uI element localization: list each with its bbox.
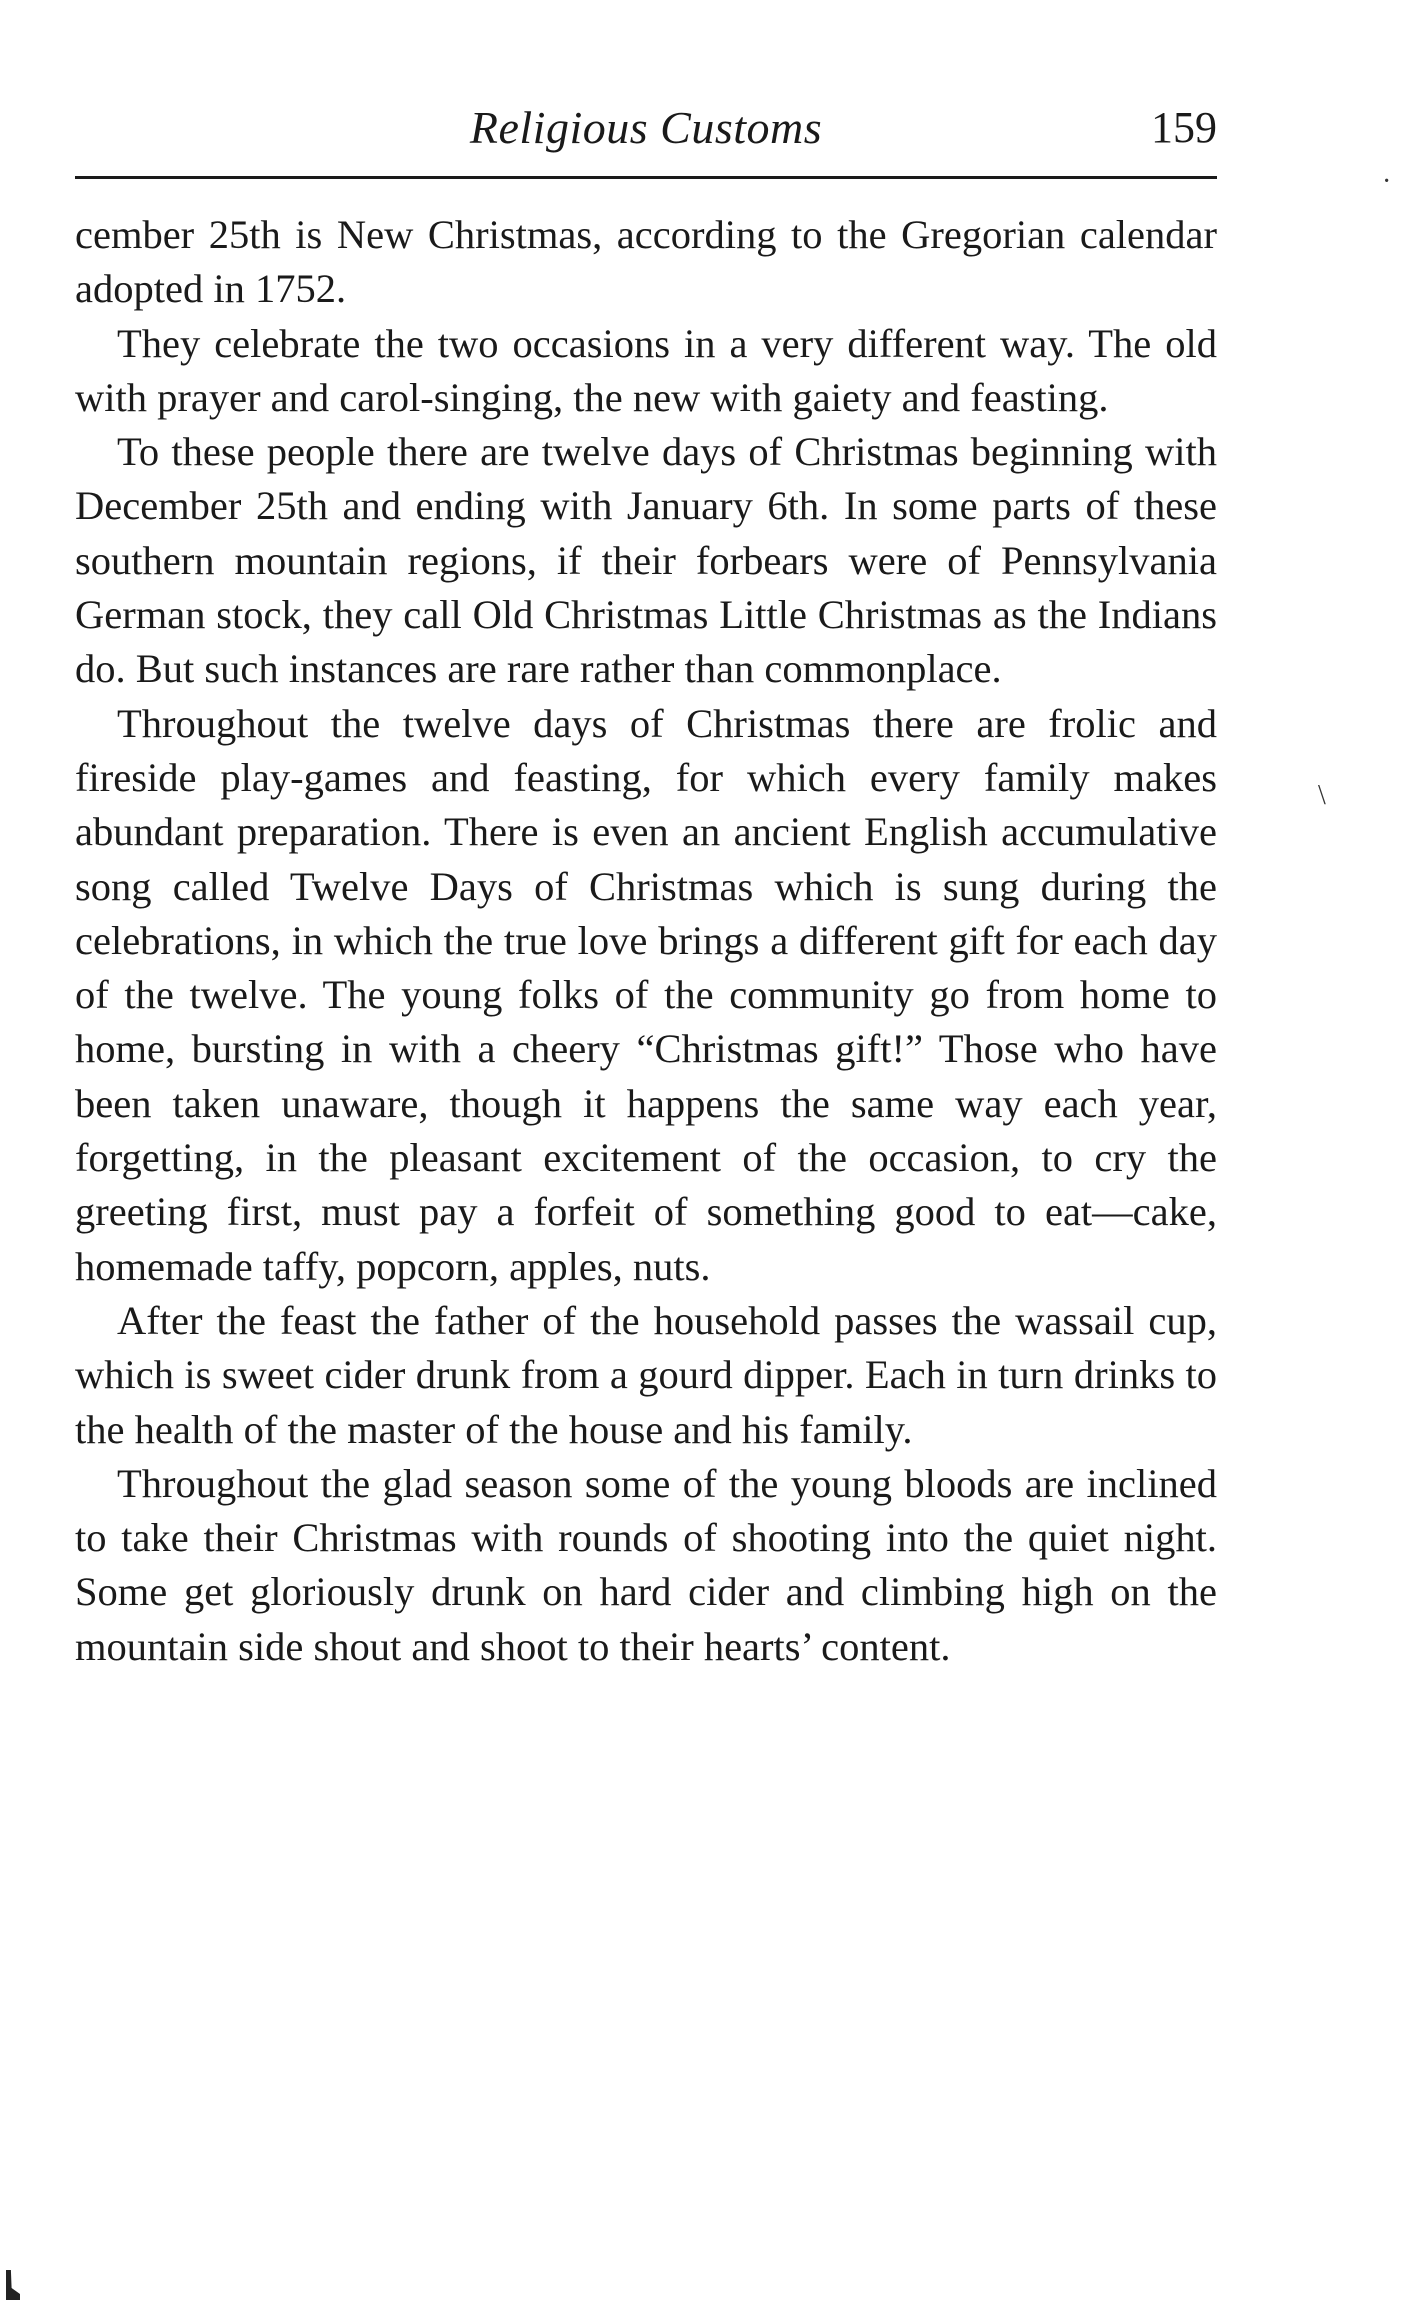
page-number: 159 — [1151, 103, 1217, 152]
corner-scan-mark — [6, 2270, 20, 2300]
running-head — [75, 98, 1217, 158]
paragraph: To these people there are twelve days of Christmas beginning with December 25th and ending with January 6th. In some parts of these southern mountain regions, if their forbears were of Pennsylvania German stock, they call Old Christmas Little Christmas as the Indians do. But such instances are rare rather than commonplace. — [75, 429, 1217, 692]
header-rule — [75, 176, 1217, 179]
paragraph: They celebrate the two occasions in a very different way. The old with prayer and carol-singing, the new with gaiety and feasting. — [75, 320, 1217, 420]
body-text — [75, 208, 1217, 1674]
paragraph-continued: cember 25th is New Christmas, according to the Gregorian calendar adopted in 1752. — [75, 212, 1217, 312]
paragraph: Throughout the glad season some of the young bloods are inclined to take their Christmas with rounds of shooting into the quiet night. Some get gloriously drunk on hard cider and climbing high on the mountain side shout and shoot to their hearts’ content. — [75, 1460, 1217, 1669]
paragraph: After the feast the father of the household passes the wassail cup, which is sweet cider drunk from a gourd dipper. Each in turn drinks to the health of the master of the house and his family. — [75, 1297, 1217, 1452]
paragraph: Throughout the twelve days of Christmas there are frolic and fireside play-games and feasting, for which every family makes abundant preparation. There is even an ancient English accumulative song called Twelve Days of Christmas which is sung during the celebrations, in which the true love brings a different gift for each day of the twelve. The young folks of the community go from home to home, bursting in with a cheery “Christmas gift!” Those who have been taken unaware, though it happens the same way each year, forgetting, in the pleasant excitement of the occasion, to cry the greeting first, must pay a forfeit of something good to eat—cake, homemade taffy, popcorn, apples, nuts. — [75, 700, 1217, 1289]
stray-dot-mark: · — [1382, 166, 1392, 197]
running-title: Religious Customs — [469, 102, 823, 153]
stray-tick-mark: \ — [1318, 780, 1326, 811]
